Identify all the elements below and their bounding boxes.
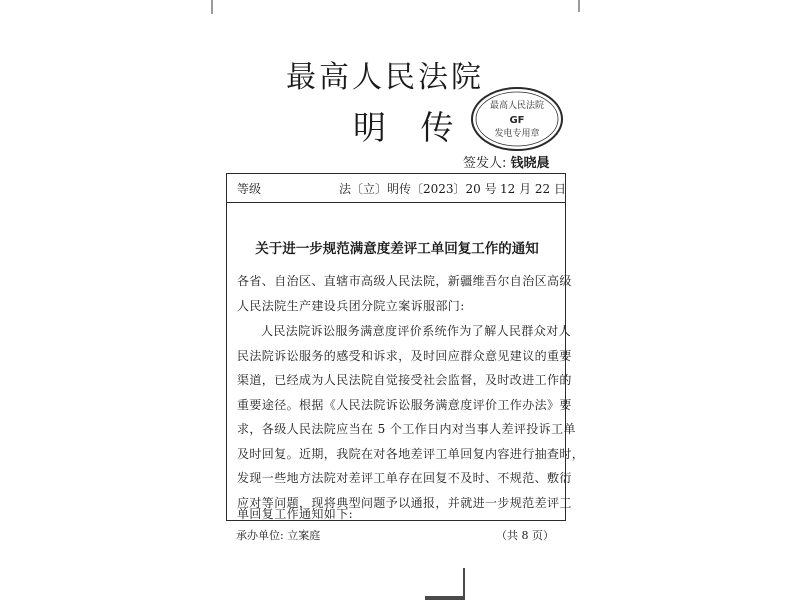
- body-line: 求，各级人民法院应当在 5 个工作日内对当事人差评投诉工单: [237, 422, 576, 436]
- body-line: 民法院诉讼服务的感受和诉求，及时回应群众意见建议的重要: [237, 349, 572, 363]
- body-line: 重要途径。根据《人民法院诉讼服务满意度评价工作办法》要: [237, 398, 572, 412]
- body-line: 发现一些地方法院对差评工单存在回复不及时、不规范、敷衍: [237, 471, 572, 485]
- issue-date: 12 月 22 日: [500, 182, 566, 196]
- priority-level-label: 等级: [237, 182, 262, 196]
- notice-title: 关于进一步规范满意度差评工单回复工作的通知: [255, 241, 539, 257]
- body-line: 人民法院生产建设兵团分院立案诉服部门:: [237, 299, 465, 313]
- seal-text-bottom: 发电专用章: [494, 129, 540, 139]
- issuing-authority-title: 最高人民法院: [286, 60, 484, 95]
- scan-artifact: [425, 596, 465, 600]
- responsible-unit: 承办单位: 立案庭: [236, 529, 321, 542]
- scan-artifact: [578, 0, 580, 12]
- seal-text-mid: GF: [509, 115, 525, 126]
- scan-artifact: [211, 0, 213, 14]
- official-seal: [470, 86, 564, 152]
- body-line: 应对等问题，现将典型问题予以通报，并就进一步规范差评工: [237, 496, 572, 510]
- body-line: 渠道，已经成为人民法院自觉接受社会监督，及时改进工作的: [237, 373, 572, 387]
- signer-name: 钱晓晨: [510, 156, 550, 171]
- body-line: 各省、自治区、直辖市高级人民法院，新疆维吾尔自治区高级: [237, 274, 572, 288]
- signer-row: [463, 152, 550, 171]
- signer-label: 签发人:: [463, 156, 507, 171]
- seal-text-top: 最高人民法院: [489, 101, 545, 111]
- body-line: 人民法院诉讼服务满意度评价系统作为了解人民群众对人: [261, 324, 572, 338]
- document-number: 法〔立〕明传〔2023〕20 号: [339, 182, 497, 196]
- meta-divider: [226, 202, 566, 203]
- body-line: 及时回复。近期，我院在对各地差评工单回复内容进行抽查时，: [237, 447, 585, 461]
- body-line: 单回复工作通知如下:: [237, 507, 354, 521]
- document-type-title: 明 传: [353, 108, 466, 147]
- page-count: （共 8 页）: [496, 529, 554, 542]
